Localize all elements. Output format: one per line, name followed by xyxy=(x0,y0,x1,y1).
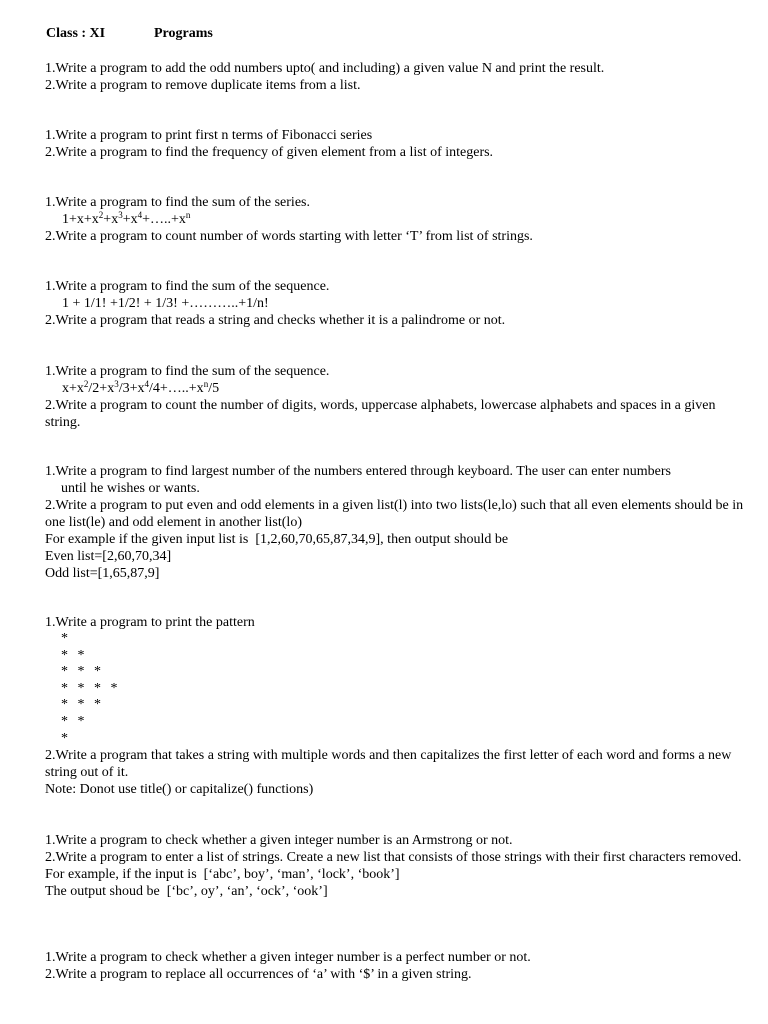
pattern-row: * * * * xyxy=(61,680,121,696)
question-2: 2.Write a program to put even and odd elements in a given list(l) into two lists(le,lo) such that all even elements should be in one list(le) and odd element in another list(lo) xyxy=(45,498,744,530)
series-formula: $1+x+x^2+x^3+x^4+\dots..+x^n$ xyxy=(62,210,191,227)
note-text: Note: Donot use title() or capitalize() functions) xyxy=(45,782,314,798)
pattern-row: * * xyxy=(61,647,88,663)
example-text: For example, if the input is [‘abc’, boy’, ‘man’, ‘lock’, ‘book’] xyxy=(45,867,400,882)
question-set-7 xyxy=(45,614,745,798)
question-1: 1.Write a program to find the sum of the sequence. xyxy=(45,364,330,379)
pattern-row: * * * xyxy=(61,697,104,713)
question-set-5 xyxy=(45,363,745,431)
question-set-1 xyxy=(45,60,745,94)
series-formula: 1 + 1/1! +1/2! + 1/3! +………..+1/n! xyxy=(62,296,269,311)
question-set-8 xyxy=(45,832,745,900)
series-formula: $x+x^2/2+x^3/3+x^4/4+\dots..+x^n/5$ xyxy=(62,379,220,396)
page-title: Programs xyxy=(154,26,213,41)
example-text: For example if the given input list is [1,2,60,70,65,87,34,9], then output should be xyxy=(45,532,509,547)
question-1: 1.Write a program to check whether a given integer number is an Armstrong or not. xyxy=(45,833,513,848)
question-set-9 xyxy=(45,949,745,983)
question-2: 2.Write a program to find the frequency of given element from a list of integers. xyxy=(45,145,494,160)
question-2: 2.Write a program to count the number of digits, words, uppercase alphabets, lowercase alphabets and spaces in a given string. xyxy=(45,398,716,430)
pattern-row: * xyxy=(61,631,71,646)
question-1: 1.Write a program to check whether a given integer number is a perfect number or not. xyxy=(45,950,531,965)
question-1: 1.Write a program to add the odd numbers upto( and including) a given value N and print the result. xyxy=(45,61,605,76)
pattern-row: * xyxy=(61,730,71,746)
question-2: 2.Write a program to count number of words starting with letter ‘T’ from list of strings. xyxy=(45,229,533,244)
question-1: 1.Write a program to print the pattern xyxy=(45,615,255,630)
question-2: 2.Write a program that takes a string with multiple words and then capitalizes the first letter of each word and forms a new string out of it. xyxy=(45,748,732,781)
question-set-4 xyxy=(45,278,745,329)
question-set-3 xyxy=(45,194,745,245)
pattern-row: * * xyxy=(61,713,88,729)
question-1-continued: until he wishes or wants. xyxy=(61,481,200,496)
page-header xyxy=(46,25,213,42)
question-2: 2.Write a program to replace all occurrences of ‘a’ with ‘$’ in a given string. xyxy=(45,967,472,982)
pattern-row: * * * xyxy=(61,664,104,680)
question-2: 2.Write a program that reads a string and checks whether it is a palindrome or not. xyxy=(45,313,506,328)
question-2: 2.Write a program to enter a list of strings. Create a new list that consists of those strings with their first characters removed. xyxy=(45,850,742,865)
question-1: 1.Write a program to find the sum of the sequence. xyxy=(45,279,330,294)
even-list-output: Even list=[2,60,70,34] xyxy=(45,549,172,564)
example-output: The output shoud be [‘bc’, oy’, ‘an’, ‘ock’, ‘ook’] xyxy=(45,884,328,899)
odd-list-output: Odd list=[1,65,87,9] xyxy=(45,566,160,581)
question-set-2 xyxy=(45,127,745,161)
question-1: 1.Write a program to print first n terms of Fibonacci series xyxy=(45,128,373,143)
question-1: 1.Write a program to find the sum of the series. xyxy=(45,195,310,210)
question-1: 1.Write a program to find largest number of the numbers entered through keyboard. The user can enter numbers xyxy=(45,464,671,479)
class-label: Class : XI xyxy=(46,26,106,41)
question-2: 2.Write a program to remove duplicate items from a list. xyxy=(45,78,361,93)
question-set-6 xyxy=(45,463,745,582)
